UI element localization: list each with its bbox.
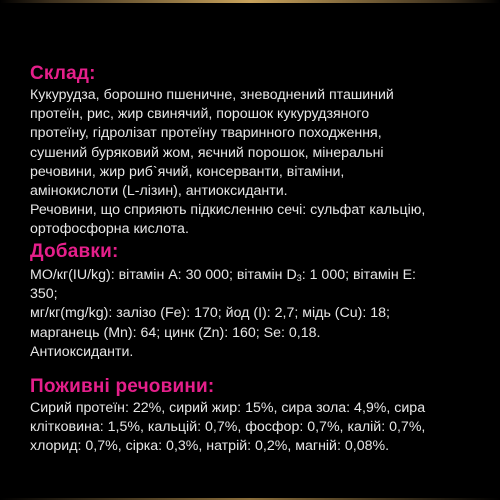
nutrients-heading: Поживні речовини: bbox=[30, 376, 215, 397]
additives-line: Антиоксиданти. bbox=[30, 343, 134, 360]
additives-heading: Добавки: bbox=[30, 241, 119, 262]
composition-line: Кукурудза, борошно пшеничне, зневоднений пташиний bbox=[30, 87, 394, 103]
composition-line: сушений буряковий жом, яєчний порошок, мінеральні bbox=[30, 144, 384, 161]
composition-line: протеїну, гідролізат протеїну тваринного походження, bbox=[30, 125, 382, 142]
additives-line: 350; bbox=[30, 286, 58, 303]
composition-line: Речовини, що сприяють підкисленню сечі: сульфат кальцію, bbox=[30, 202, 426, 219]
top-gold-divider bbox=[0, 0, 500, 3]
vitamin-d-subscript: 3 bbox=[296, 273, 302, 283]
additives-line: марганець (Mn): 64; цинк (Zn): 160; Se: 0,18. bbox=[30, 324, 321, 341]
composition-line: ортофосфорна кислота. bbox=[30, 221, 189, 238]
composition-line: амінокислоти (L-лізин), антиоксиданти. bbox=[30, 183, 288, 200]
nutrients-line: хлорид: 0,7%, сірка: 0,3%, натрій: 0,2%, магній: 0,08%. bbox=[30, 438, 390, 455]
additives-section bbox=[30, 241, 482, 362]
nutrients-line: клітковина: 1,5%, кальцій: 0,7%, фосфор: 0,7%, калій: 0,7%, bbox=[30, 419, 426, 436]
additives-line-vitamins bbox=[30, 266, 482, 285]
additives-text bbox=[30, 266, 482, 362]
composition-line: речовини, жир риб`ячий, консерванти, вітаміни, bbox=[30, 163, 345, 180]
nutrients-line: Сирий протеїн: 22%, сирий жир: 15%, сира зола: 4,9%, сира bbox=[30, 400, 426, 416]
composition-line: протеїн, рис, жир свинячий, порошок кукурудзяного bbox=[30, 106, 370, 123]
composition-heading: Склад: bbox=[30, 63, 96, 84]
composition-section bbox=[30, 63, 482, 240]
composition-text bbox=[30, 86, 482, 240]
additives-line-part: МО/кг(IU/kg): вітамін А: 30 000; вітамін D bbox=[30, 267, 297, 283]
additives-line: мг/кг(mg/kg): залізо (Fe): 170; йод (I): 2,7; мідь (Cu): 18; bbox=[30, 305, 390, 322]
additives-line-part: : 1 000; вітамін Е: bbox=[301, 267, 416, 283]
nutrients-text bbox=[30, 399, 482, 457]
nutrients-section bbox=[30, 376, 482, 457]
